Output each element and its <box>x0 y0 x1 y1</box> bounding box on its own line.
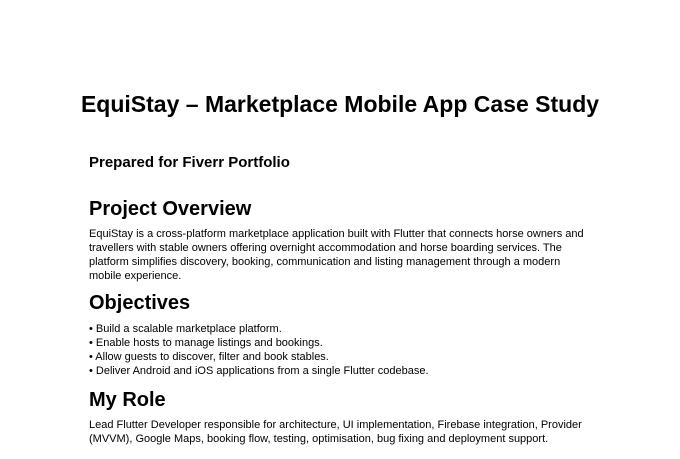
objective-item: • Build a scalable marketplace platform. <box>89 323 282 335</box>
section-heading-my-role: My Role <box>89 389 166 411</box>
objective-item: • Allow guests to discover, filter and book stables. <box>89 351 329 363</box>
section-heading-project-overview: Project Overview <box>89 198 252 220</box>
my-role-paragraph: Lead Flutter Developer responsible for architecture, UI implementation, Firebase integration, Provider (MVVM), Google Maps, booking flow, testing, optimisation, bug fixing and deployment support. <box>89 419 582 445</box>
document-title: EquiStay – Marketplace Mobile App Case Study <box>80 91 600 117</box>
section-heading-objectives: Objectives <box>89 292 191 314</box>
objectives-list <box>89 322 589 378</box>
objective-item: • Deliver Android and iOS applications from a single Flutter codebase. <box>89 365 429 377</box>
document-subtitle: Prepared for Fiverr Portfolio <box>89 154 290 171</box>
project-overview-paragraph: EquiStay is a cross-platform marketplace application built with Flutter that connects horse owners and travellers with stable owners offering overnight accommodation and horse boarding services. The platform simplifies discovery, booking, communication and listing management through a modern mobile experience. <box>89 228 584 282</box>
objective-item: • Enable hosts to manage listings and bookings. <box>89 337 323 349</box>
